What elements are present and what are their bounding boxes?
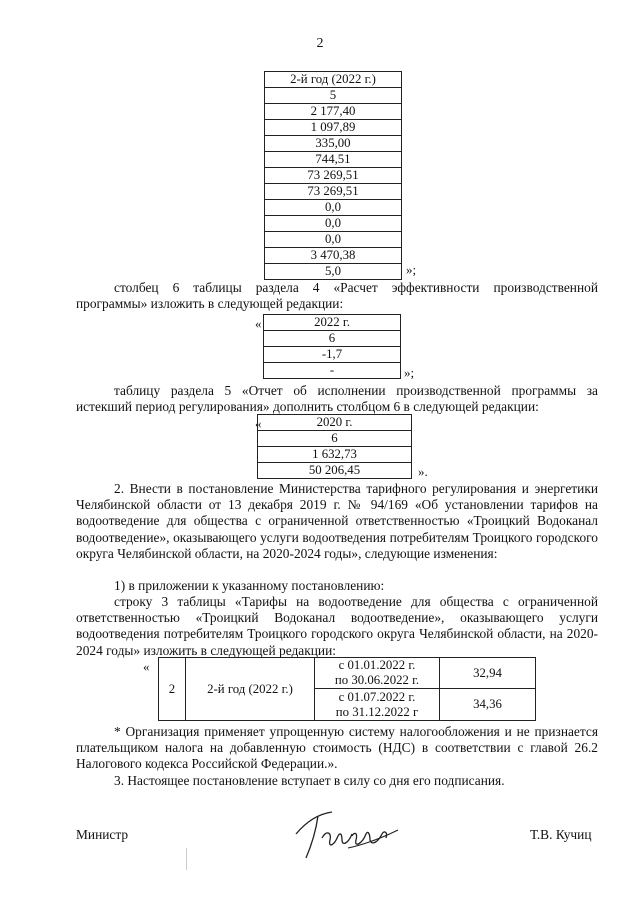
table-row <box>258 431 412 447</box>
period-cell: с 01.01.2022 г. по 30.06.2022 г. <box>315 658 440 689</box>
table-cell: -1,7 <box>264 347 401 363</box>
period-cell: с 01.07.2022 г. по 31.12.2022 г <box>315 689 440 721</box>
table-row <box>265 248 402 264</box>
table-row <box>265 168 402 184</box>
table-row <box>258 415 412 431</box>
table-cell: 1 097,89 <box>265 120 402 136</box>
footnote: * Организация применяет упрощенную систему налогообложения и не признается плательщиком налога на добавленную стоимость (НДС) в соответствии с главой 26.2 Налогового кодекса Российской Федерации.». <box>76 724 598 772</box>
table-row <box>264 331 401 347</box>
closing-quote: »; <box>404 365 415 380</box>
table-cell: 2 177,40 <box>265 104 402 120</box>
table-row <box>265 120 402 136</box>
table-cell: 73 269,51 <box>265 168 402 184</box>
paragraph-section5-table: таблицу раздела 5 «Отчет об исполнении производственной программы за истекший период регулирования» дополнить столбцом 6 в следующей редакции: <box>76 383 598 415</box>
table-cell: 2020 г. <box>258 415 412 431</box>
paragraph-tariff-row3: строку 3 таблицы «Тарифы на водоотведение для общества с ограниченной ответственностью «Троицкий Водоканал водоотведение», оказывающего услуги водоотведения потребителям Троицкого городского округа Челябинской области, на 2020-2024 годы» изложить в следующей редакции: <box>76 594 598 658</box>
table-row <box>265 72 402 88</box>
table-row <box>265 136 402 152</box>
table-row <box>258 463 412 479</box>
table-year-2022-column <box>264 71 402 280</box>
table-row <box>258 447 412 463</box>
opening-quote: « <box>255 416 262 431</box>
signatory-position: Министр <box>76 827 129 842</box>
table-cell: 73 269,51 <box>265 184 402 200</box>
table-row <box>265 104 402 120</box>
table-cell: 50 206,45 <box>258 463 412 479</box>
row-number-cell: 2 <box>159 658 186 721</box>
table-cell: 0,0 <box>265 216 402 232</box>
signatory-name: Т.В. Кучиц <box>530 827 592 842</box>
table-cell: - <box>264 363 401 379</box>
table-row <box>265 88 402 104</box>
closing-quote: ». <box>418 464 428 479</box>
table-row <box>264 347 401 363</box>
table-cell: 6 <box>258 431 412 447</box>
table-cell: 6 <box>264 331 401 347</box>
opening-quote: « <box>143 659 150 674</box>
table-report-column6 <box>257 414 412 479</box>
table-cell: 2022 г. <box>264 315 401 331</box>
table-row <box>265 264 402 280</box>
table-cell: 5 <box>265 88 402 104</box>
paragraph-item-3: 3. Настоящее постановление вступает в силу со дня его подписания. <box>114 773 505 788</box>
table-cell: 5,0 <box>265 264 402 280</box>
table-row <box>265 232 402 248</box>
table-cell: 0,0 <box>265 232 402 248</box>
table-cell: 3 470,38 <box>265 248 402 264</box>
table-tariffs-row3 <box>158 657 536 721</box>
table-cell: 335,00 <box>265 136 402 152</box>
opening-quote: « <box>255 316 262 331</box>
table-cell: 1 632,73 <box>258 447 412 463</box>
table-row <box>265 216 402 232</box>
page-number: 2 <box>316 36 324 51</box>
table-row <box>264 363 401 379</box>
tariff-value-cell: 32,94 <box>440 658 536 689</box>
table-row <box>265 184 402 200</box>
table-row <box>265 152 402 168</box>
tariff-value-cell: 34,36 <box>440 689 536 721</box>
paragraph-item-2: 2. Внести в постановление Министерства тарифного регулирования и энергетики Челябинской области от 13 декабря 2019 г. № 94/169 «Об установлении тарифов на водоотведение для общества с ограниченной ответственностью «Троицкий Водоканал водоотведение», оказывающего услуги водоотведения потребителям Троицкого городского округа Челябинской области, на 2020-2024 годы», следующие изменения: <box>76 481 598 561</box>
handwritten-signature <box>288 804 418 862</box>
table-cell: 744,51 <box>265 152 402 168</box>
paragraph-subitem-1: 1) в приложении к указанному постановлению: <box>114 578 385 593</box>
scan-mark <box>186 848 187 870</box>
year-cell: 2-й год (2022 г.) <box>186 658 315 721</box>
table-row <box>265 200 402 216</box>
table-cell: 0,0 <box>265 200 402 216</box>
table-row <box>264 315 401 331</box>
closing-quote: »; <box>406 262 417 277</box>
table-efficiency-column6 <box>263 314 401 379</box>
paragraph-column6-section4: столбец 6 таблицы раздела 4 «Расчет эффективности производственной программы» изложить в следующей редакции: <box>76 280 598 312</box>
table-cell: 2-й год (2022 г.) <box>265 72 402 88</box>
